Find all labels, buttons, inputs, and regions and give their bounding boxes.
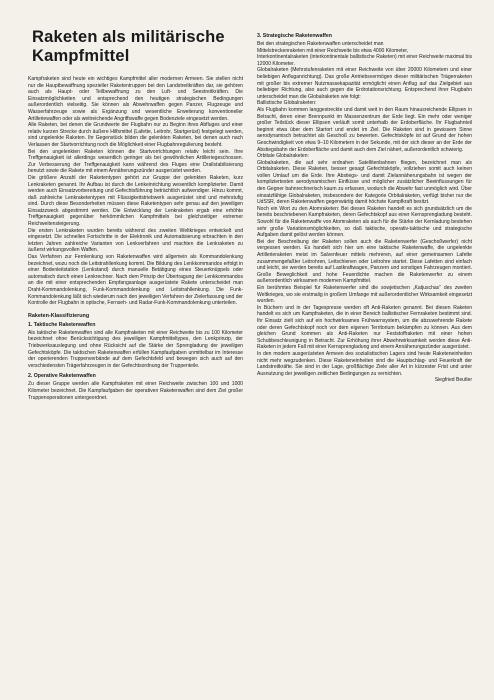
heading-taktische: 1. Taktische Raketenwaffen (28, 321, 96, 328)
paragraph-schluss: In den modern ausgerüsteten Armeen des sozialistischen Lagers sind heute Raketeneinheiten nicht mehr wegzudenken. Diese Raketeneinheiten sind die Hauptschlag- und Feuerkraft der Landstreitkräfte. Sie sind in der Lage, großflächige Ziele aller Art in kürzester Frist und unter Ausnutzung der jeweiligen zeitlichen Bedingungen zu vernichten. (257, 350, 472, 377)
paragraph-taktische: Als taktische Raketenwaffen sind alle Kampfraketen mit einer Reichweite bis zu 100 Kilometer bezeichnet ohne Berücksichtigung des jeweiligen Kampfmitteltypes, den Lenkprinzip, der Triebwerksauslegung und ohne Rücksicht auf die Stärke der Sprengladung der jeweiligen Gefechtsköpfe. Die taktischen Raketenwaffen erfüllen Kampfaufgaben unmittelbar im Interesse der operierenden Truppenverbände auf dem Gefechtsfeld und bewegen sich auch auf den verschiedensten Trägerfahrzeugen in der Gefechtsordnung der Truppenteile. (28, 329, 243, 369)
paragraph-atomraketen: Noch ein Wort zu den Atomraketen: Bei diesen Raketen handelt es sich grundsätzlich um die bereits beschriebenen Kampfraketen, deren Gefechtskopf aus einer Kernsprengladung besteht. Sowohl für die Raketenwaffe von Atomraketen als auch für die Stärke der Kernladung bestehen sehr große Variationsmöglichkeiten, so daß taktische, operativ-taktische und strategische Aufgaben damit gelöst werden können. (257, 205, 472, 239)
right-column (257, 28, 472, 686)
paragraph-startvorrichtung: Bei den ungelenkten Raketen können die Startvorrichtungen relativ leicht sein. Ihre Treffgenauigkeit ist allerdings wesentlich geringer als bei gewöhnlichen Artilleriegeschossen. Zur Verbesserung der Treffgenauigkeit kann während des Fluges eine Drallstabilisierung benutzt sowie die Rakete mit einem Annäherungszünder ausgerüstet werden. (28, 148, 243, 175)
paragraph-weltkrieg: Die ersten Lenkraketen wurden bereits während des zweiten Weltkrieges entwickelt und eingesetzt. Die schnellen Fortschritte in der Elektronik und Automatisierung erbrachten in den letzten Jahren zahlreiche Varianten von Lenkverfahren und machten die Lenkraketen zu äußerst wirkungsvollen Waffen. (28, 227, 243, 254)
paragraph-katjuschas: Ein berühmtes Beispiel für Raketenwerfer sind die sowjetischen „Katjuschas“ des zweiten Weltkrieges, wo sie erstmalig in großem Umfange mit außerordentlicher Wirksamkeit eingesetzt wurden. (257, 284, 472, 305)
paragraph-interkontinental: Interkontinentalraketen (interkontinentale ballistische Raketen) mit einer Reichweite maximal bis 12000 Kilometer. (257, 54, 472, 67)
two-column-layout (28, 28, 472, 686)
paragraph-anti-raketen: In Büchern und in der Tagespresse werden oft Anti-Raketen genannt. Bei diesen Raketen handelt es sich um Kampfraketen, die in einer Bereich ballistischer Fernraketen bestimmt sind. Ihr Einsatz zielt sich auf ein hochwirksames Frühwarnsystem, um die abzuwehrende Rakete oder deren Gefechtskopf noch vor dem eigenen Territorium bekämpfen zu können. Aus dem gleichen Grund kommen als Anti-Raketen nur Feststoffraketen mit einer hohen Schubbeschleunigung in Betracht. Zur Erhöhung ihrer Abwehrwirksamkeit werden diese Anti-Raketen in jedem Fall mit einer Kernsprengladung und einem Annäherungszünder ausgerüstet. (257, 304, 472, 351)
author-signature: Siegfried Beutler (434, 377, 472, 384)
paragraph-ungelenkte: Alle Raketen, bei denen die Grundwerte der Flugbahn nur zu Beginn ihres Abfluges und einer relativ kurzen Strecke durch äußere Hilfsmittel (Lafette, Leitrohr, Startgerüst) festgelegt werden, sind ungelenkte Raketen. Ihr Gegenstück bilden die gelenkten Raketen, bei denen auch nach Verlassen der Startvorrichtung noch die Möglichkeit einer Flugbahnregulierung besteht. (28, 122, 243, 148)
heading-strategische: 3. Strategische Raketenwaffen (257, 33, 332, 39)
paragraph-kommandolenkung: Das Verfahren zur Fernlenkung von Raketenwaffen wird allgemein als Kommandolenkung bezeichnet, wozu noch die Leitstrahllenkung kommt. Die Bildung des Lenkkommandos erfolgt in einer Bodenleitstation (Lenkstand) durch manuelle Betätigung eines Steuerknüppels oder automatisch durch einen Lenkrechner. Nach dem Prinzip der Übertragung der Lenkkommandos an die mit einer entsprechenden Empfangsanlage ausgerüstete Rakete unterscheidet man Draht-Kommandolenkung, Funk-Kommandolenkung und Leitstrahllenkung. Die Funk-Kommandolenkung läßt sich wiederum nach den jeweiligen Verfahren der Zielerfassung und der Kontrolle der Flugbahn in optische, Fernseh- und Radar-Funk-Kommandolenkung unterteilen. (28, 254, 243, 307)
paragraph-operative: Zu dieser Gruppe werden alle Kampfraketen mit einer Reichweite zwischen 100 und 1000 Kilometer bezeichnet. Die Kampfaufgaben der operativen Raketenwaffen sind dem Ziel großer Truppenoperationen untergeordnet. (28, 381, 243, 401)
left-column (28, 28, 243, 686)
intro-paragraph: Kampfraketen sind heute ein wichtiges Kampfmittel aller modernen Armeen. Sie stellen nicht nur die Hauptbewaffnung spezieller Raketentruppen bei den Landstreitkräften dar, sie gehören auch als Haupt- oder Teilbewaffnung zu den Luft- und Seestreitkräften. Die Einsatzmöglichkeiten und entsprechend den heutigen strategischen Bedingungen außerordentlich vielseitig. Sie können als Abwehrwaffen gegen Panzer, Flugzeuge und Wasserfahrzeuge sowie als Ergänzung und wesentliche Erweiterung konventioneller Artilleriewaffen oder als weitreichende Angriffswaffe gegen Bodenziele eingesetzt werden. (28, 76, 243, 122)
article-title: Raketen als militärische Kampfmittel (32, 28, 225, 65)
subheading-ballistische: Ballistische Globalraketen: (257, 100, 317, 107)
paragraph-globalraketen: Globalraketen (Mehrstufenraketen mit einer Reichweite von über 20000 Kilometern und einer beliebigen Anfluganrichtung). Das große Antriebsvermögen dieser militärischen Trägerraketen mit großer bis extremer Nutzmassekapazität ermöglicht einen Anflug auf das Zielgebiet aus beliebiger Richtung, also auch gegen die Erdrotationsrichtung. Entsprechend ihrer Flugbahn unterscheidet man die Globalraketen wie folgt: (257, 67, 472, 100)
paragraph-ballistische: Als Flugbahn kommen langgestreckte und damit weit in den Raum hinausreichende Ellipsen in Betracht, deren einer Brennpunkt im Massenzentrum der Erde liegt. Ein mehr oder weniger großer Teilstück dieser Ellipsen verläuft somit unterhalb der Erdoberfläche. Ihr Flugbahnteil beginnt etwa über dem Startort und endet im Ziel. Die Raketen sind in gewissem Sinne aerodynamisch betrachtet als Geschoß zu bewerten. Gefechtsköpfe ist auf Grund der hohen Geschwindigkeit von etwa 9–10 Kilometern in der Sekunde, mit der sich dieser an der Erde der Abstiegsbahn der Erdoberfläche und damit auch dem Ziel nähert, außerordentlich schwierig. (257, 106, 472, 153)
paragraph-raketenwerfer: Bei der Beschreibung der Raketen sollen auch die Raketenwerfer (Geschoßwerfer) nicht vergessen werden. Es handelt sich hier um eine taktische Raketenwaffe, die ungelenkte Artillerieraketen meist im Salvenfeuer mittels mehreren, auf einer gemeinsamen Lafette zusammengefaßter Leitrohren, Leitschienen oder Leitrohre startet. Diese Lafetten sind einfach und leicht, sie werden bereits auf Lastkraftwagen, Panzern und sonstigen Fahrzeugen montiert. Große Beweglichkeit und hohe Feuerdichte machen die Raketenwerfer zu einem außerordentlich wirksamen modernen Kampfmittel. (257, 238, 472, 285)
heading-klassifizierung: Raketen-Klassifizierung (28, 312, 90, 319)
paragraph-mittelstrecken: Mittelstreckenraketen mit einer Reichweite bis etwa 4000 Kilometer, (257, 47, 409, 54)
subheading-orbitale: Orbitale Globalraketen: (257, 153, 309, 160)
paragraph-lenkraketen: Die größere Anzahl der Raketentypen gehört zur Gruppe der gelenkten Raketen, kurz Lenkraketen genannt. Ihr Aufbau ist durch die Lenkeinrichtung wesentlich komplizierter. Damit werden auch Einsatzvorbereitung und Gefechtsführung beträchtlich aufwendiger. Hinzu kommt, daß zahlreiche Lenkraketentypen mit Flüssigkeitstriebwerk ausgerüstet sind und mehrstufig sind. Durch diese Besonderheiten müssen diese Raketentypen sehr genau auf den jeweiligen Einsatzzweck abgestimmt werden. Die Entwicklung der Lenkraketen ergab eine erhöhte Treffgenauigkeit gegenüber herkömmlichen Kampfmitteln bei gleichzeitiger extremer Reichweitensteigerung. (28, 174, 243, 228)
heading-operative: 2. Operative Raketenwaffen (28, 373, 96, 380)
paragraph-orbitale: Globalraketen, die auf sehr erdnahen Satellitenbahnen fliegen, bezeichnet man als Orbitalraketen. Diese Raketen, besser gesagt Gefechtsköpfe, vollziehen somit auch keinen vollen Umlauf um die Erde. Ihre Abstiegs- und damit Zielannäherungsbahn ist wegen der kompliziertesten aerodynamischen Einflüsse und möglicher zusätzlicher Beeinflussungen für den Gegner bahnrechnerisch kaum zu erfassen, wodurch die Abwehr fast unmöglich wird. Über einsatzfähige Globalraketen, insbesondere der Kategorie Orbitalraketen, verfügt bisher nur die UdSSR, deren Raketenwaffen gegenwärtig damit höchste Kampfkraft besitzt. (257, 159, 472, 206)
paragraph-strategische: Bei den strategischen Raketenwaffen unterscheidet man (257, 41, 384, 47)
